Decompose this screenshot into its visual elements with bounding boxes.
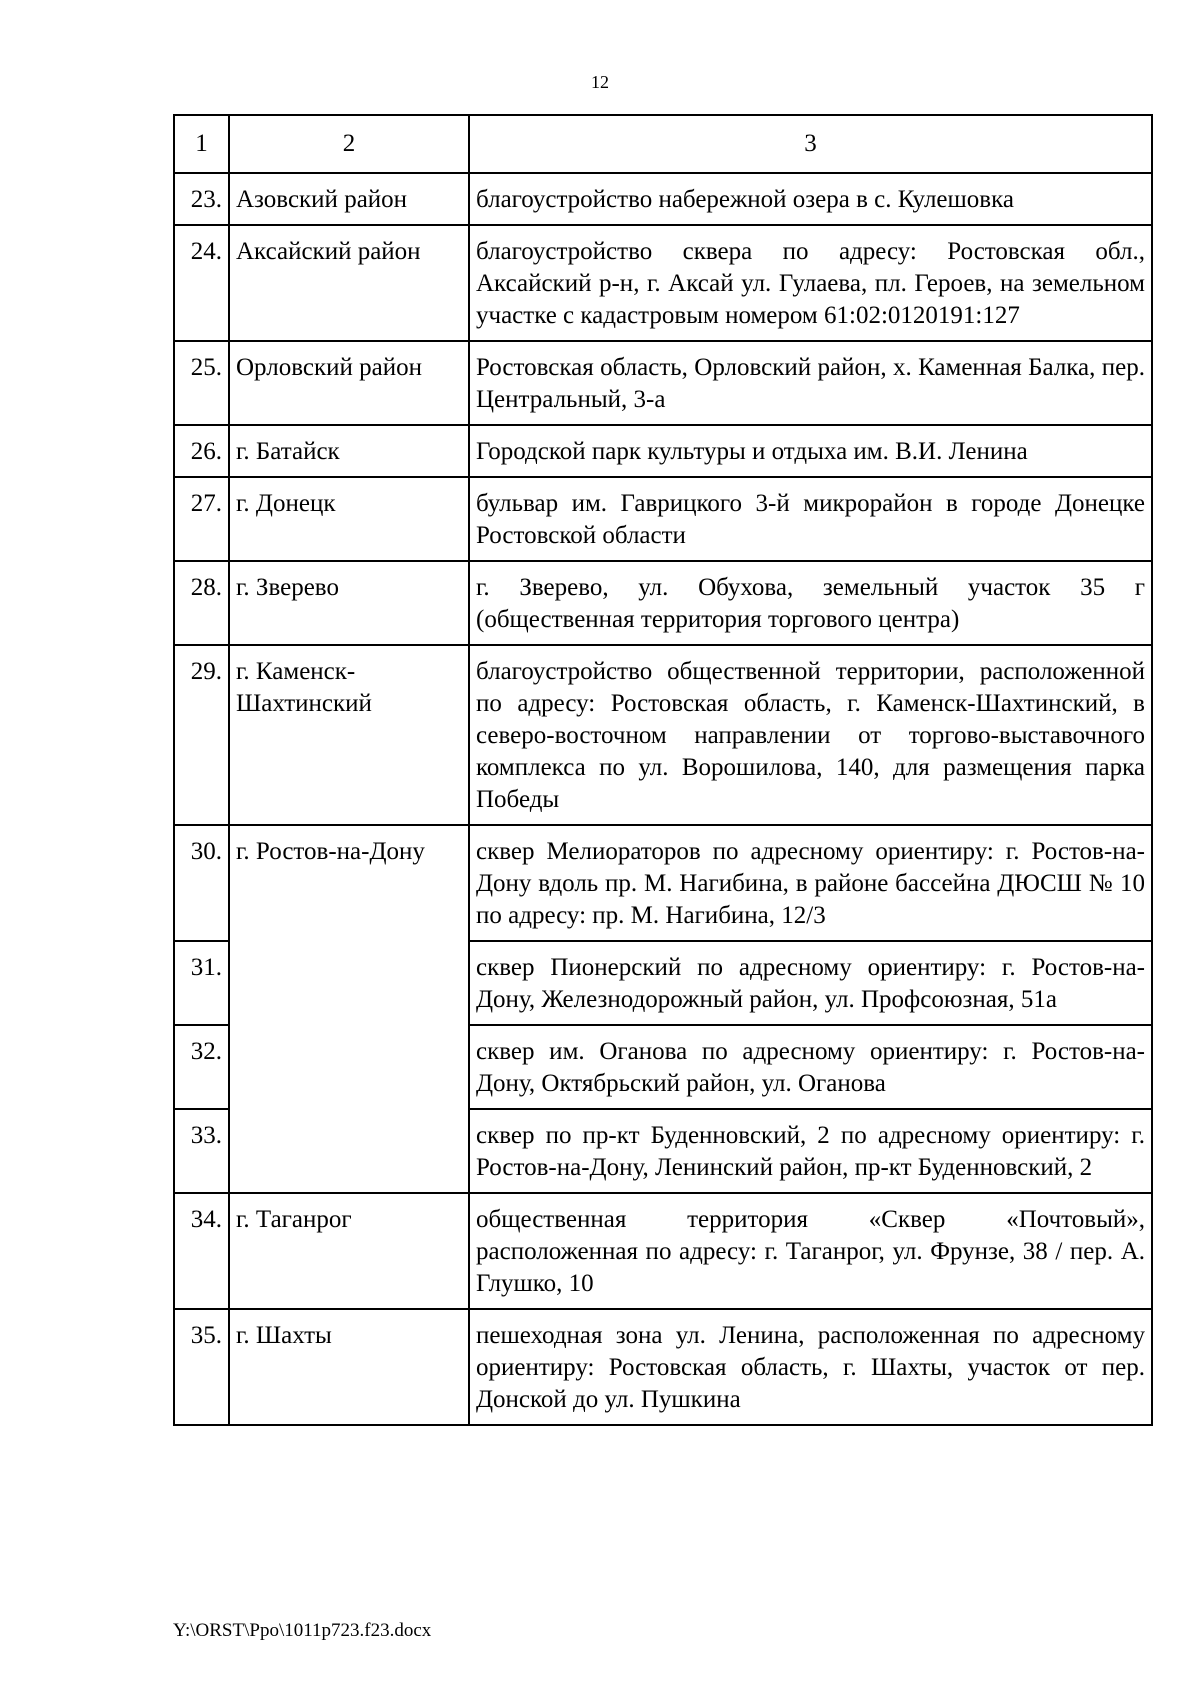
row-area: г. Батайск bbox=[229, 425, 469, 477]
table-row bbox=[174, 1309, 1152, 1425]
row-area: г. Таганрог bbox=[229, 1193, 469, 1309]
row-number: 32. bbox=[174, 1025, 229, 1109]
table-row bbox=[174, 1193, 1152, 1309]
table-row bbox=[174, 561, 1152, 645]
table-row bbox=[174, 173, 1152, 225]
row-number: 35. bbox=[174, 1309, 229, 1425]
table-row bbox=[174, 341, 1152, 425]
row-description: благоустройство общественной территории, расположенной по адресу: Ростовская область, г. Каменск-Шахтинский, в северо-восточном направлении от торгово-выставочного комплекса по ул. Ворошилова, 140, для размещения парка Победы bbox=[469, 645, 1152, 825]
row-description: общественная территория «Сквер «Почтовый», расположенная по адресу: г. Таганрог, ул. Фрунзе, 38 / пер. А. Глушко, 10 bbox=[469, 1193, 1152, 1309]
row-description: благоустройство сквера по адресу: Ростовская обл., Аксайский р-н, г. Аксай ул. Гулаева, пл. Героев, на земельном участке с кадастровым номером 61:02:0120191:127 bbox=[469, 225, 1152, 341]
document-table bbox=[173, 114, 1153, 1426]
page-number: 12 bbox=[591, 72, 609, 92]
row-area: Аксайский район bbox=[229, 225, 469, 341]
row-description: бульвар им. Гаврицкого 3-й микрорайон в городе Донецке Ростовской области bbox=[469, 477, 1152, 561]
row-description: благоустройство набережной озера в с. Кулешовка bbox=[469, 173, 1152, 225]
row-area: г. Ростов-на-Дону bbox=[229, 825, 469, 1193]
header-cell-area: 2 bbox=[229, 115, 469, 173]
row-number: 24. bbox=[174, 225, 229, 341]
row-number: 26. bbox=[174, 425, 229, 477]
row-number: 34. bbox=[174, 1193, 229, 1309]
row-description: сквер им. Оганова по адресному ориентиру: г. Ростов-на-Дону, Октябрьский район, ул. Оганова bbox=[469, 1025, 1152, 1109]
row-number: 27. bbox=[174, 477, 229, 561]
table-row bbox=[174, 477, 1152, 561]
header-cell-number: 1 bbox=[174, 115, 229, 173]
row-description: Ростовская область, Орловский район, х. Каменная Балка, пер. Центральный, 3-а bbox=[469, 341, 1152, 425]
row-number: 30. bbox=[174, 825, 229, 941]
row-description: сквер Пионерский по адресному ориентиру: г. Ростов-на-Дону, Железнодорожный район, ул. Профсоюзная, 51а bbox=[469, 941, 1152, 1025]
footer-file-path: Y:\ORST\Ppo\1011p723.f23.docx bbox=[173, 1620, 432, 1641]
header-cell-description: 3 bbox=[469, 115, 1152, 173]
row-number: 28. bbox=[174, 561, 229, 645]
row-number: 23. bbox=[174, 173, 229, 225]
table-row bbox=[174, 645, 1152, 825]
table-row bbox=[174, 825, 1152, 941]
row-number: 31. bbox=[174, 941, 229, 1025]
row-number: 25. bbox=[174, 341, 229, 425]
row-area: Азовский район bbox=[229, 173, 469, 225]
table-row bbox=[174, 425, 1152, 477]
row-description: сквер по пр-кт Буденновский, 2 по адресному ориентиру: г. Ростов-на-Дону, Ленинский район, пр-кт Буденновский, 2 bbox=[469, 1109, 1152, 1193]
row-area: г. Шахты bbox=[229, 1309, 469, 1425]
row-area: Орловский район bbox=[229, 341, 469, 425]
row-area: г. Донецк bbox=[229, 477, 469, 561]
row-description: сквер Мелиораторов по адресному ориентиру: г. Ростов-на-Дону вдоль пр. М. Нагибина, в районе бассейна ДЮСШ № 10 по адресу: пр. М. Нагибина, 12/3 bbox=[469, 825, 1152, 941]
row-number: 29. bbox=[174, 645, 229, 825]
table-row bbox=[174, 225, 1152, 341]
row-description: Городской парк культуры и отдыха им. В.И. Ленина bbox=[469, 425, 1152, 477]
row-number: 33. bbox=[174, 1109, 229, 1193]
table-header-row bbox=[174, 115, 1152, 173]
row-description: г. Зверево, ул. Обухова, земельный участок 35 г (общественная территория торгового центра) bbox=[469, 561, 1152, 645]
row-area: г. Зверево bbox=[229, 561, 469, 645]
row-description: пешеходная зона ул. Ленина, расположенная по адресному ориентиру: Ростовская область, г. Шахты, участок от пер. Донской до ул. Пушкина bbox=[469, 1309, 1152, 1425]
row-area: г. Каменск-Шахтинский bbox=[229, 645, 469, 825]
